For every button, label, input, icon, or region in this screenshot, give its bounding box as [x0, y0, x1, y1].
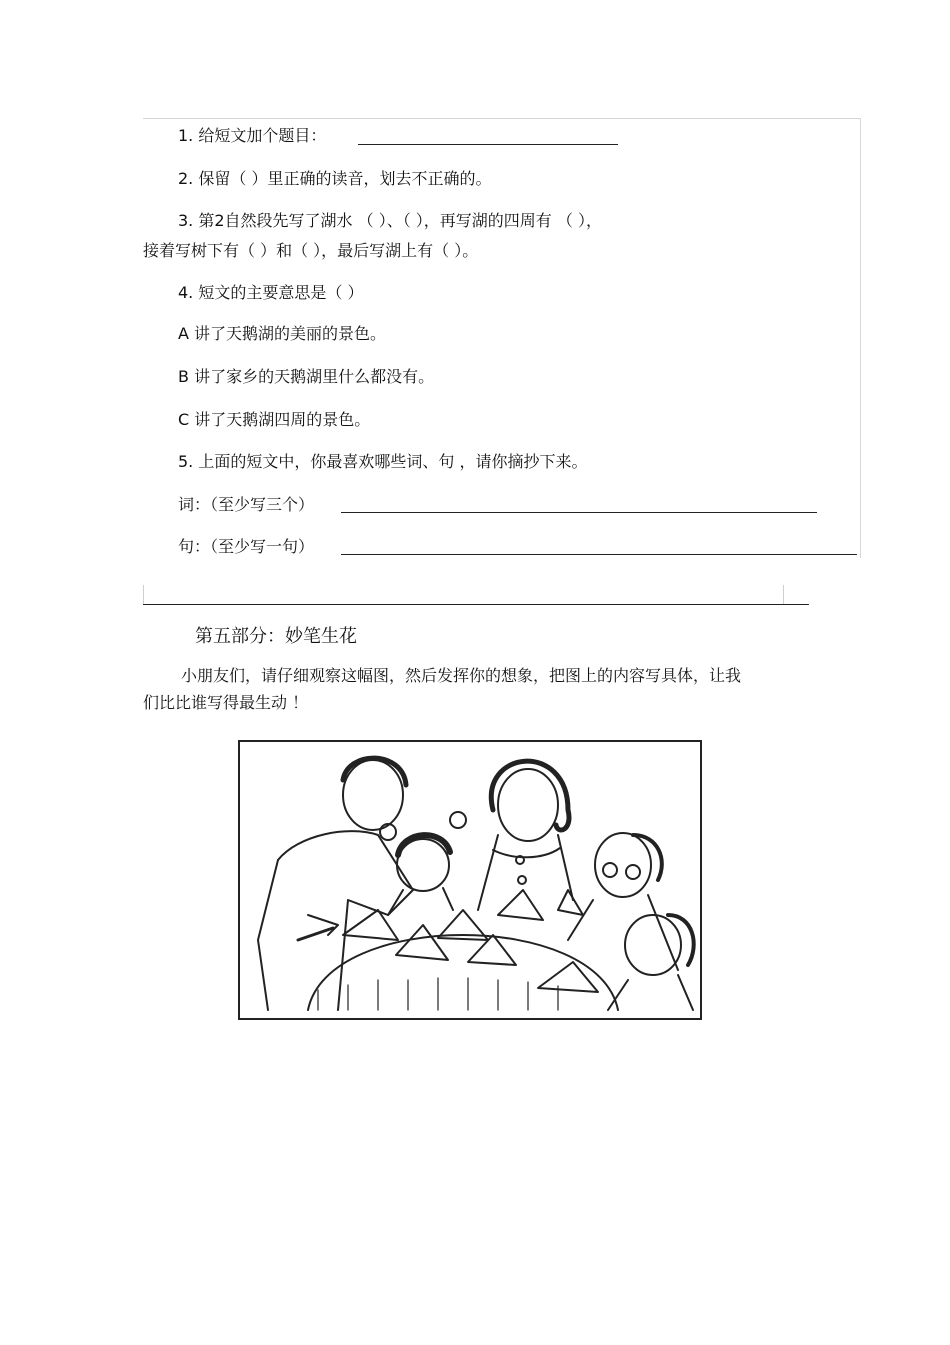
- intro-line-1: 小朋友们，请仔细观察这幅图，然后发挥你的想象，把图上的内容写具体，让我: [181, 666, 742, 685]
- sentence-label: 句：（至少写一句）: [178, 537, 315, 556]
- sentence-answer-line-1[interactable]: [341, 554, 857, 555]
- question-3-line-1: 3. 第2自然段先写了湖水 （ ）、（ ），再写湖的四周有 （ ），: [178, 211, 602, 230]
- words-answer-line[interactable]: [341, 512, 817, 513]
- family-eating-watermelon-illustration: [238, 740, 702, 1020]
- option-b: B 讲了家乡的天鹅湖里什么都没有。: [178, 367, 435, 386]
- question-2: 2. 保留（ ）里正确的读音，划去不正确的。: [178, 169, 492, 188]
- answer-line-title[interactable]: [358, 144, 618, 145]
- section-title: 第五部分：妙笔生花: [195, 626, 357, 647]
- margin-tick-left: [143, 585, 144, 605]
- words-label: 词：（至少写三个）: [178, 495, 315, 514]
- option-a: A 讲了天鹅湖的美丽的景色。: [178, 324, 387, 343]
- sentence-answer-line-2[interactable]: [143, 604, 809, 605]
- question-1: 1. 给短文加个题目：: [178, 126, 327, 145]
- margin-tick-right: [783, 585, 784, 605]
- intro-line-2: 们比比谁写得最生动 ！: [143, 693, 309, 712]
- question-4: 4. 短文的主要意思是（ ）: [178, 283, 364, 302]
- question-3-line-2: 接着写树下有（ ）和（ ），最后写湖上有（ ）。: [143, 241, 479, 260]
- question-5: 5. 上面的短文中，你最喜欢哪些词、句 ，请你摘抄下来。: [178, 452, 588, 471]
- option-c: C 讲了天鹅湖四周的景色。: [178, 410, 371, 429]
